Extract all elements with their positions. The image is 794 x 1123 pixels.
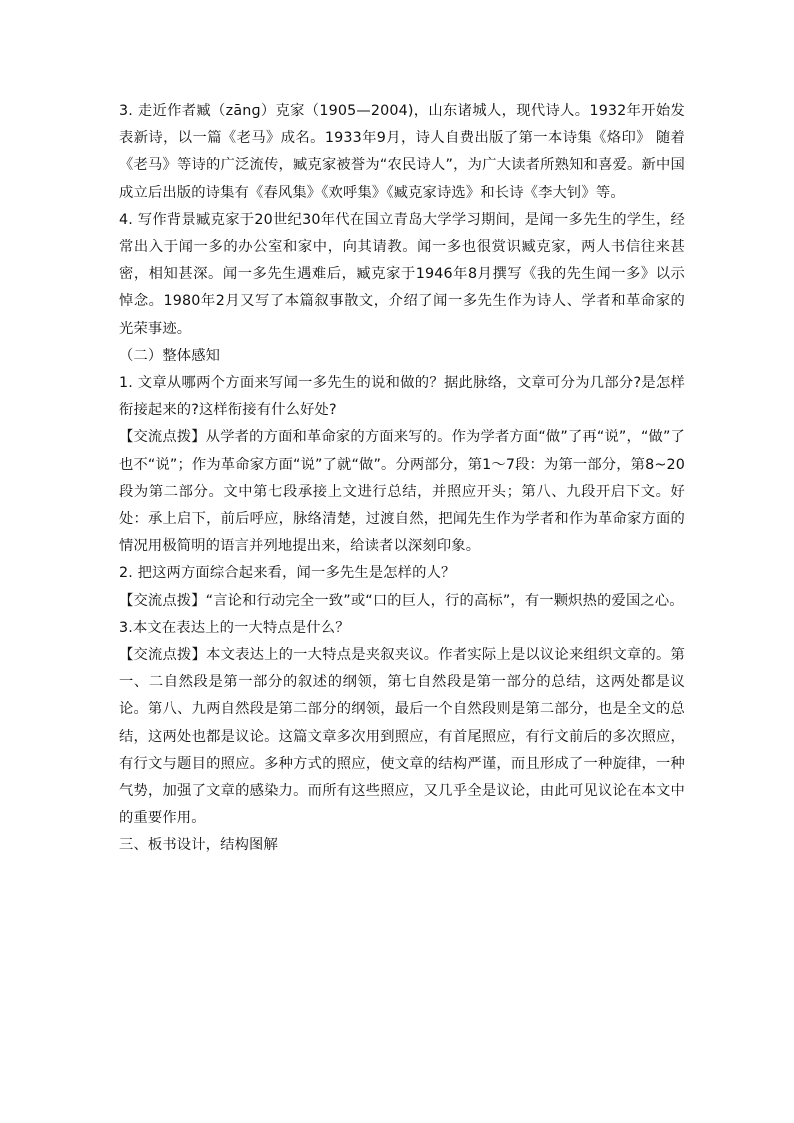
paragraph-author-intro: 3. 走近作者臧（zānɡ）克家（1905—2004)，山东诸城人，现代诗人。1932年开始发表新诗，以一篇《老马》成名。1933年9月，诗人自费出版了第一本诗集《烙印》 随着《老马》等诗的广泛流传，臧克家被誉为“农民诗人”，为广大读者所熟知和喜爱。新中国成立后出版的诗集有《春风集》《欢呼集》《臧克家诗选》和长诗《李大钊》等。 xyxy=(119,103,685,201)
question-3: 3.本文在表达上的一大特点是什么？ xyxy=(119,619,350,636)
document-body xyxy=(119,98,685,860)
answer-3: 【交流点拨】本文表达上的一大特点是夹叙夹议。作者实际上是以议论来组织文章的。第一、二自然段是第一部分的叙述的纲领，第七自然段是第一部分的总结，这两处都是议论。第八、九两自然段是第二部分的纲领，最后一个自然段则是第二部分，也是全文的总结，这两处也都是议论。这篇文章多次用到照应，有首尾照应，有行文前后的多次照应，有行文与题目的照应。多种方式的照应，使文章的结构严谨，而且形成了一种旋律，一种气势，加强了文章的感染力。而所有这些照应，又几乎全是议论，由此可见议论在本文中的重要作用。 xyxy=(119,647,685,827)
question-1: 1. 文章从哪两个方面来写闻一多先生的说和做的？据此脉络，文章可分为几部分?是怎样衔接起来的?这样衔接有什么好处? xyxy=(119,375,685,419)
section-heading-board-design: 三、板书设计，结构图解 xyxy=(119,837,278,854)
answer-2: 【交流点拨】“言论和行动完全一致”或“口的巨人，行的高标”，有一颗炽热的爱国之心。 xyxy=(119,592,684,609)
paragraph-writing-background: 4. 写作背景臧克家于20世纪30年代在国立青岛大学学习期间，是闻一多先生的学生，经常出入于闻一多的办公室和家中，向其请教。闻一多也很赏识臧克家，两人书信往来甚密，相知甚深。闻一多先生遇难后，臧克家于1946年8月撰写《我的先生闻一多》以示悼念。1980年2月又写了本篇叙事散文，介绍了闻一多先生作为诗人、学者和革命家的光荣事迹。 xyxy=(119,211,685,337)
answer-1: 【交流点拨】从学者的方面和革命家的方面来写的。作为学者方面“做”了再“说”，“做”了也不“说”；作为革命家方面“说”了就“做”。分两部分，第1～7段：为第一部分，第8~20段为第二部分。文中第七段承接上文进行总结，并照应开头；第八、九段开启下文。好处：承上启下，前后呼应，脉络清楚，过渡自然，把闻先生作为学者和作为革命家方面的情况用极简明的语言并列地提出来，给读者以深刻印象。 xyxy=(119,429,685,555)
section-heading-overall-perception: （二）整体感知 xyxy=(119,347,221,364)
question-2: 2. 把这两方面综合起来看，闻一多先生是怎样的人？ xyxy=(119,565,456,582)
